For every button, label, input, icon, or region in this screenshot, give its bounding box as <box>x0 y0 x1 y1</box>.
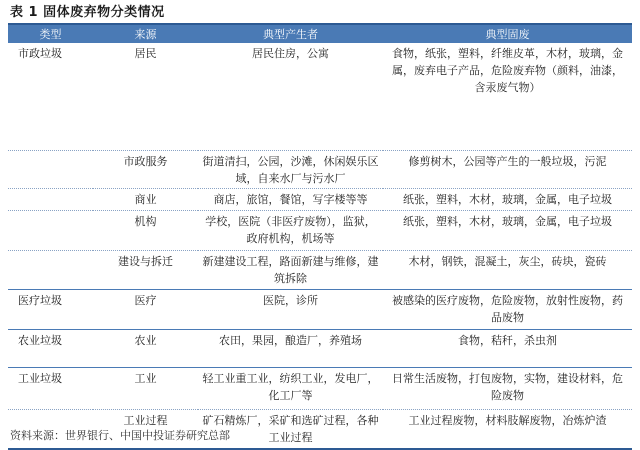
cell-type <box>8 250 93 289</box>
cell-wastes: 食物，秸秆，杀虫剂 <box>383 329 632 367</box>
cell-type: 工业垃圾 <box>8 367 93 409</box>
table-caption: 表 1 固体废弃物分类情况 <box>10 5 165 20</box>
cell-producers: 轻工业重工业，纺织工业，发电厂，化工厂等 <box>198 367 383 409</box>
table-row <box>8 289 632 329</box>
cell-producers: 新建建设工程，路面新建与维修，建筑拆除 <box>198 250 383 289</box>
cell-type <box>8 150 93 188</box>
cell-wastes: 日常生活废物，打包废物，实物，建设材料，危险废物 <box>383 367 632 409</box>
cell-wastes: 被感染的医疗废物，危险废物，放射性废物，药品废物 <box>383 289 632 329</box>
cell-producers: 商店，旅馆，餐馆，写字楼等等 <box>198 188 383 210</box>
cell-wastes: 木材，钢铁，混凝土，灰尘，砖块，瓷砖 <box>383 250 632 289</box>
cell-producers: 医院，诊所 <box>198 289 383 329</box>
cell-source: 建设与拆迁 <box>93 250 198 289</box>
header-type: 类型 <box>8 24 93 43</box>
cell-wastes: 工业过程废物，材料肢解废物，冶炼炉渣 <box>383 409 632 449</box>
cell-source: 工业 <box>93 367 198 409</box>
cell-source: 工业过程 <box>93 409 198 449</box>
cell-producers: 街道清扫，公园，沙滩，休闲娱乐区域，自来水厂与污水厂 <box>198 150 383 188</box>
cell-type: 医疗垃圾 <box>8 289 93 329</box>
cell-source: 市政服务 <box>93 150 198 188</box>
header-row <box>8 24 632 43</box>
classification-table <box>8 23 632 450</box>
cell-source: 商业 <box>93 188 198 210</box>
table-row <box>8 150 632 188</box>
cell-producers: 居民住房，公寓 <box>198 43 383 150</box>
cell-source: 农业 <box>93 329 198 367</box>
cell-type: 农业垃圾 <box>8 329 93 367</box>
cell-source: 机构 <box>93 210 198 250</box>
classification-table-container <box>8 23 632 450</box>
table-row <box>8 43 632 150</box>
cell-producers: 矿石精炼厂，采矿和选矿过程，各种工业过程 <box>198 409 383 449</box>
cell-source: 医疗 <box>93 289 198 329</box>
source-note: 资料来源：世界银行、中国中投证券研究总部 <box>10 429 230 442</box>
table-row <box>8 250 632 289</box>
header-wastes: 典型固废 <box>383 24 632 43</box>
cell-type <box>8 210 93 250</box>
header-source: 来源 <box>93 24 198 43</box>
cell-wastes: 食物，纸张，塑料，纤维皮革，木材，玻璃，金属，废弃电子产品，危险废弃物（颜料，油漆，含汞废气物） <box>383 43 632 150</box>
table-row <box>8 188 632 210</box>
cell-type <box>8 188 93 210</box>
cell-wastes: 纸张，塑料，木材，玻璃，金属，电子垃圾 <box>383 188 632 210</box>
table-row <box>8 210 632 250</box>
cell-producers: 农田，果园，酿造厂，养殖场 <box>198 329 383 367</box>
cell-wastes: 修剪树木，公园等产生的一般垃圾，污泥 <box>383 150 632 188</box>
table-row <box>8 329 632 367</box>
cell-type: 市政垃圾 <box>8 43 93 150</box>
cell-wastes: 纸张，塑料，木材，玻璃，金属，电子垃圾 <box>383 210 632 250</box>
header-producers: 典型产生者 <box>198 24 383 43</box>
cell-producers: 学校，医院（非医疗废物），监狱，政府机构，机场等 <box>198 210 383 250</box>
table-row <box>8 367 632 409</box>
cell-source: 居民 <box>93 43 198 150</box>
